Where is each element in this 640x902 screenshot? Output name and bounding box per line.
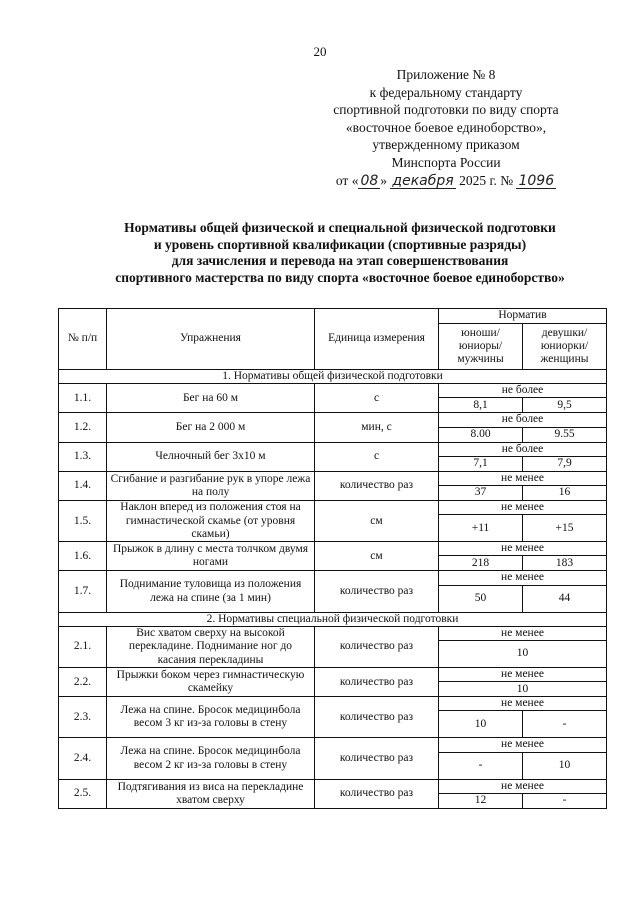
header-exercise: Упражнения bbox=[107, 309, 315, 370]
value-male: 7,1 bbox=[439, 456, 523, 471]
appendix-line: спортивной подготовки по виду спорта bbox=[333, 102, 559, 118]
row-exercise: Бег на 60 м bbox=[107, 384, 315, 413]
header-norm: Норматив bbox=[439, 309, 607, 324]
table-row bbox=[59, 697, 607, 711]
row-unit: количество раз bbox=[315, 697, 439, 738]
handwritten-month: декабря bbox=[392, 172, 454, 189]
table-row bbox=[59, 501, 607, 515]
header-male: юноши/ юниоры/ мужчины bbox=[439, 323, 523, 369]
section-row bbox=[59, 370, 607, 384]
row-exercise: Сгибание и разгибание рук в упоре лежа на полу bbox=[107, 471, 315, 500]
appendix-line: к федеральному стандарту bbox=[369, 84, 523, 100]
table-row bbox=[59, 384, 607, 398]
value-both: 10 bbox=[439, 641, 607, 668]
header-female: девушки/ юниорки/ женщины bbox=[523, 323, 607, 369]
value-female: - bbox=[523, 793, 607, 808]
handwritten-day: 08 bbox=[360, 172, 379, 189]
row-num: 1.7. bbox=[59, 571, 107, 612]
value-male: 8.00 bbox=[439, 427, 523, 442]
row-condition: не менее bbox=[439, 571, 607, 585]
value-male: 37 bbox=[439, 486, 523, 501]
row-unit: мин, с bbox=[315, 413, 439, 442]
row-unit: см bbox=[315, 542, 439, 571]
value-female: 44 bbox=[523, 585, 607, 612]
value-female: +15 bbox=[523, 515, 607, 542]
row-exercise: Подтягивания из виса на перекладине хватом сверху bbox=[107, 779, 315, 808]
row-condition: не менее bbox=[439, 542, 607, 556]
table-row bbox=[59, 442, 607, 456]
row-exercise: Вис хватом сверху на высокой перекладине. Поднимание ног до касания перекладины bbox=[107, 626, 315, 667]
value-male: 12 bbox=[439, 793, 523, 808]
appendix-line: Минспорта России bbox=[391, 154, 501, 170]
row-exercise: Бег на 2 000 м bbox=[107, 413, 315, 442]
value-female: 9.55 bbox=[523, 427, 607, 442]
row-exercise: Прыжки боком через гимнастическую скамейку bbox=[107, 668, 315, 697]
value-female: 9,5 bbox=[523, 398, 607, 413]
value-male: +11 bbox=[439, 515, 523, 542]
date-sep: » bbox=[380, 172, 388, 188]
value-male: 8,1 bbox=[439, 398, 523, 413]
row-unit: количество раз bbox=[315, 668, 439, 697]
value-both: 10 bbox=[439, 682, 607, 697]
row-num: 2.5. bbox=[59, 779, 107, 808]
appendix-line: «восточное боевое единоборство», bbox=[345, 119, 547, 135]
handwritten-order-number: 1096 bbox=[518, 172, 555, 189]
value-female: 7,9 bbox=[523, 456, 607, 471]
header-row bbox=[59, 309, 607, 324]
row-exercise: Лежа на спине. Бросок медицинбола весом 2 кг из-за головы в стену bbox=[107, 738, 315, 779]
row-condition: не более bbox=[439, 413, 607, 427]
row-unit: с bbox=[315, 442, 439, 471]
value-female: 10 bbox=[523, 752, 607, 779]
title-line: для зачисления и перевода на этап совершенствования bbox=[171, 253, 509, 268]
row-exercise: Челночный бег 3x10 м bbox=[107, 442, 315, 471]
row-exercise: Лежа на спине. Бросок медицинбола весом 3 кг из-за головы в стену bbox=[107, 697, 315, 738]
date-prefix: от « bbox=[335, 172, 359, 188]
table-row bbox=[59, 738, 607, 752]
row-unit: количество раз bbox=[315, 571, 439, 612]
row-num: 1.2. bbox=[59, 413, 107, 442]
row-num: 2.4. bbox=[59, 738, 107, 779]
section-title: 1. Нормативы общей физической подготовки bbox=[59, 370, 607, 384]
row-condition: не менее bbox=[439, 626, 607, 640]
row-num: 1.4. bbox=[59, 471, 107, 500]
title-line: Нормативы общей физической и специальной физической подготовки bbox=[124, 220, 556, 235]
row-unit: количество раз bbox=[315, 471, 439, 500]
row-num: 1.1. bbox=[59, 384, 107, 413]
row-condition: не менее bbox=[439, 779, 607, 793]
row-num: 2.2. bbox=[59, 668, 107, 697]
row-exercise: Поднимание туловища из положения лежа на спине (за 1 мин) bbox=[107, 571, 315, 612]
appendix-block bbox=[296, 66, 596, 189]
row-exercise: Прыжок в длину с места толчком двумя ногами bbox=[107, 542, 315, 571]
row-condition: не более bbox=[439, 442, 607, 456]
section-title: 2. Нормативы специальной физической подготовки bbox=[59, 612, 607, 626]
row-num: 1.3. bbox=[59, 442, 107, 471]
appendix-line: утвержденному приказом bbox=[372, 137, 520, 153]
row-condition: не менее bbox=[439, 471, 607, 485]
order-date-line bbox=[336, 172, 556, 190]
table-row bbox=[59, 413, 607, 427]
row-num: 1.5. bbox=[59, 501, 107, 542]
row-unit: см bbox=[315, 501, 439, 542]
table-row bbox=[59, 471, 607, 485]
row-num: 2.3. bbox=[59, 697, 107, 738]
date-year: 2025 г. № bbox=[459, 172, 514, 188]
table-row bbox=[59, 668, 607, 682]
document-title bbox=[40, 220, 640, 286]
norms-table bbox=[58, 308, 607, 809]
table-row bbox=[59, 571, 607, 585]
row-exercise: Наклон вперед из положения стоя на гимнастической скамье (от уровня скамьи) bbox=[107, 501, 315, 542]
row-condition: не менее bbox=[439, 738, 607, 752]
value-female: 16 bbox=[523, 486, 607, 501]
value-female: - bbox=[523, 711, 607, 738]
table-row bbox=[59, 779, 607, 793]
title-line: спортивного мастерства по виду спорта «восточное боевое единоборство» bbox=[115, 269, 565, 285]
row-condition: не более bbox=[439, 384, 607, 398]
page-number: 20 bbox=[313, 44, 327, 59]
appendix-line: Приложение № 8 bbox=[396, 67, 496, 82]
row-condition: не менее bbox=[439, 697, 607, 711]
row-unit: с bbox=[315, 384, 439, 413]
row-unit: количество раз bbox=[315, 779, 439, 808]
row-condition: не менее bbox=[439, 501, 607, 515]
table-row bbox=[59, 626, 607, 640]
value-male: 218 bbox=[439, 556, 523, 571]
header-unit: Единица измерения bbox=[315, 309, 439, 370]
section-row bbox=[59, 612, 607, 626]
value-male: 50 bbox=[439, 585, 523, 612]
value-male: - bbox=[439, 752, 523, 779]
row-num: 1.6. bbox=[59, 542, 107, 571]
row-condition: не менее bbox=[439, 668, 607, 682]
row-unit: количество раз bbox=[315, 626, 439, 667]
value-male: 10 bbox=[439, 711, 523, 738]
row-num: 2.1. bbox=[59, 626, 107, 667]
header-num: № п/п bbox=[59, 309, 107, 370]
table-row bbox=[59, 542, 607, 556]
row-unit: количество раз bbox=[315, 738, 439, 779]
value-female: 183 bbox=[523, 556, 607, 571]
title-line: и уровень спортивной квалификации (спортивные разряды) bbox=[153, 236, 527, 252]
